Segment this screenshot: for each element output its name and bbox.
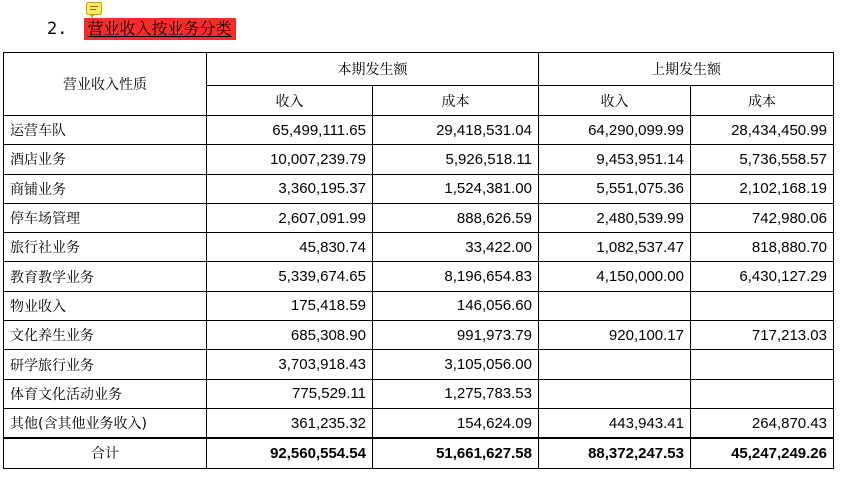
prior-cost-cell: 2,102,168.19 [691, 174, 834, 203]
prior-revenue-cell [539, 379, 691, 408]
current-revenue-cell: 45,830.74 [207, 233, 373, 262]
prior-revenue-cell: 443,943.41 [539, 408, 691, 438]
prior-revenue-cell: 5,551,075.36 [539, 174, 691, 203]
prior-revenue-cell [539, 350, 691, 379]
row-header-nature: 营业收入性质 [4, 53, 207, 116]
col-current-cost: 成本 [373, 86, 539, 116]
business-name-cell: 旅行社业务 [4, 233, 207, 262]
current-revenue-cell: 3,703,918.43 [207, 350, 373, 379]
business-name-cell: 研学旅行业务 [4, 350, 207, 379]
prior-cost-cell: 717,213.03 [691, 321, 834, 350]
col-current-revenue: 收入 [207, 86, 373, 116]
section-number: 2. [47, 19, 68, 39]
current-revenue-cell: 775,529.11 [207, 379, 373, 408]
current-revenue-cell: 92,560,554.54 [207, 438, 373, 468]
total-row [4, 438, 834, 468]
prior-revenue-cell: 1,082,537.47 [539, 233, 691, 262]
current-revenue-cell: 3,360,195.37 [207, 174, 373, 203]
total-label: 合计 [4, 438, 207, 468]
current-cost-cell: 3,105,056.00 [373, 350, 539, 379]
current-cost-cell: 888,626.59 [373, 203, 539, 232]
prior-revenue-cell: 4,150,000.00 [539, 262, 691, 291]
prior-cost-cell: 818,880.70 [691, 233, 834, 262]
business-name-cell: 体育文化活动业务 [4, 379, 207, 408]
current-cost-cell: 146,056.60 [373, 291, 539, 320]
table-row [4, 116, 834, 145]
current-revenue-cell: 685,308.90 [207, 321, 373, 350]
table-row [4, 145, 834, 174]
prior-cost-cell: 28,434,450.99 [691, 116, 834, 145]
current-revenue-cell: 175,418.59 [207, 291, 373, 320]
table-row [4, 379, 834, 408]
current-cost-cell: 1,275,783.53 [373, 379, 539, 408]
current-cost-cell: 991,973.79 [373, 321, 539, 350]
business-name-cell: 教育教学业务 [4, 262, 207, 291]
current-revenue-cell: 65,499,111.65 [207, 116, 373, 145]
prior-revenue-cell: 88,372,247.53 [539, 438, 691, 468]
current-cost-cell: 1,524,381.00 [373, 174, 539, 203]
prior-cost-cell: 742,980.06 [691, 203, 834, 232]
current-cost-cell: 29,418,531.04 [373, 116, 539, 145]
business-name-cell: 其他(含其他业务收入) [4, 408, 207, 438]
current-cost-cell: 5,926,518.11 [373, 145, 539, 174]
table-row [4, 408, 834, 438]
table-row [4, 291, 834, 320]
prior-revenue-cell: 9,453,951.14 [539, 145, 691, 174]
prior-revenue-cell: 64,290,099.99 [539, 116, 691, 145]
business-name-cell: 停车场管理 [4, 203, 207, 232]
table-row [4, 174, 834, 203]
business-name-cell: 商铺业务 [4, 174, 207, 203]
business-name-cell: 酒店业务 [4, 145, 207, 174]
current-cost-cell: 8,196,654.83 [373, 262, 539, 291]
comment-note-icon[interactable] [86, 2, 102, 15]
prior-revenue-cell: 2,480,539.99 [539, 203, 691, 232]
group-current-period: 本期发生额 [207, 53, 539, 86]
section-heading [47, 16, 236, 42]
prior-revenue-cell [539, 291, 691, 320]
business-name-cell: 文化养生业务 [4, 321, 207, 350]
current-cost-cell: 154,624.09 [373, 408, 539, 438]
col-prior-revenue: 收入 [539, 86, 691, 116]
current-revenue-cell: 5,339,674.65 [207, 262, 373, 291]
current-revenue-cell: 361,235.32 [207, 408, 373, 438]
current-revenue-cell: 10,007,239.79 [207, 145, 373, 174]
current-revenue-cell: 2,607,091.99 [207, 203, 373, 232]
table-row [4, 350, 834, 379]
table-row [4, 262, 834, 291]
prior-cost-cell [691, 291, 834, 320]
prior-cost-cell: 45,247,249.26 [691, 438, 834, 468]
prior-cost-cell: 264,870.43 [691, 408, 834, 438]
current-cost-cell: 51,661,627.58 [373, 438, 539, 468]
group-prior-period: 上期发生额 [539, 53, 834, 86]
prior-cost-cell: 5,736,558.57 [691, 145, 834, 174]
prior-cost-cell [691, 379, 834, 408]
table-row [4, 321, 834, 350]
table-row [4, 233, 834, 262]
business-name-cell: 运营车队 [4, 116, 207, 145]
col-prior-cost: 成本 [691, 86, 834, 116]
prior-cost-cell [691, 350, 834, 379]
prior-cost-cell: 6,430,127.29 [691, 262, 834, 291]
revenue-by-business-table [3, 52, 834, 469]
section-title-text: 营业收入按业务分类 [87, 19, 232, 38]
current-cost-cell: 33,422.00 [373, 233, 539, 262]
table-row [4, 203, 834, 232]
section-title-highlighted [84, 18, 235, 40]
prior-revenue-cell: 920,100.17 [539, 321, 691, 350]
business-name-cell: 物业收入 [4, 291, 207, 320]
